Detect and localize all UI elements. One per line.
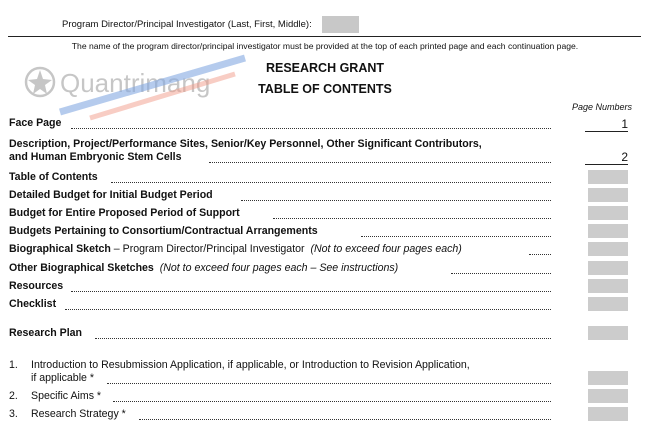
toc-entry-resources (9, 280, 551, 293)
toc-entry-table-of-contents (9, 171, 551, 184)
page-number-field-budget-entire[interactable] (588, 206, 628, 220)
dot-leader (139, 419, 551, 420)
dot-leader (361, 236, 551, 237)
page-number-field-toc[interactable] (588, 170, 628, 184)
page-numbers-heading: Page Numbers (572, 102, 633, 112)
toc-entry-budget-entire-period (9, 207, 551, 220)
dot-leader (451, 273, 551, 274)
entry-note: (Not to exceed four pages each) (310, 243, 462, 255)
watermark-text: Quantrimang (60, 68, 211, 98)
toc-entry-specific-aims (9, 390, 551, 403)
dot-leader (71, 291, 551, 292)
entry-label: Other Biographical Sketches (9, 262, 154, 274)
page-number-field-bio-sketch[interactable] (588, 242, 628, 256)
pi-notice: The name of the program director/principal investigator must be provided at the top of each printed page and each continuation page. (71, 41, 579, 51)
toc-entry-research-plan (9, 327, 551, 340)
entry-label: Research Strategy * (31, 408, 126, 420)
page-number-field-specific-aims[interactable] (588, 389, 628, 403)
dot-leader (241, 200, 551, 201)
page-number-face-page[interactable]: 1 (585, 117, 628, 132)
dot-leader (111, 182, 551, 183)
entry-label: Budget for Entire Proposed Period of Support (9, 207, 240, 219)
page-number-field-resources[interactable] (588, 279, 628, 293)
page-number-field-detailed-budget[interactable] (588, 188, 628, 202)
item-number: 2. (9, 390, 18, 402)
entry-label-line1: Introduction to Resubmission Application, if applicable, or Introduction to Revision Application, (31, 359, 470, 371)
toc-entry-research-strategy (9, 408, 551, 421)
entry-label: Biographical Sketch (9, 243, 111, 255)
dot-leader (529, 254, 551, 255)
entry-label: Face Page (9, 117, 62, 129)
item-number: 1. (9, 359, 18, 371)
page-number-field-research-strategy[interactable] (588, 407, 628, 421)
toc-entry-budgets-consortium (9, 225, 551, 238)
entry-label-line1: Description, Project/Performance Sites, Senior/Key Personnel, Other Significant Contributors, (9, 138, 482, 150)
entry-label-line2: and Human Embryonic Stem Cells (9, 151, 182, 163)
page-number-field-checklist[interactable] (588, 297, 628, 311)
entry-label-line2: if applicable * (31, 372, 95, 384)
entry-label-pi: – Program Director/Principal Investigator (110, 243, 305, 255)
entry-label: Research Plan (9, 327, 83, 339)
header-divider (8, 36, 641, 37)
dot-leader (95, 338, 551, 339)
toc-entry-other-bio-sketches (9, 262, 551, 275)
entry-label: Detailed Budget for Initial Budget Period (9, 189, 213, 201)
entry-label: Table of Contents (9, 171, 98, 183)
dot-leader (71, 128, 551, 129)
page-number-field-research-plan[interactable] (588, 326, 628, 340)
entry-label: Specific Aims * (31, 390, 102, 402)
entry-label: Resources (9, 280, 64, 292)
pi-name-label: Program Director/Principal Investigator (Last, First, Middle): (62, 19, 312, 30)
dot-leader (107, 383, 551, 384)
pi-name-field[interactable] (322, 16, 359, 33)
toc-entry-description (9, 138, 551, 164)
document-subtitle: TABLE OF CONTENTS (258, 82, 392, 96)
dot-leader (209, 162, 551, 163)
entry-label: Budgets Pertaining to Consortium/Contractual Arrangements (9, 225, 318, 237)
toc-entry-checklist (9, 298, 551, 311)
toc-entry-biographical-sketch (9, 243, 551, 256)
toc-entry-introduction (9, 359, 551, 385)
page-number-description[interactable]: 2 (585, 150, 628, 165)
toc-entry-face-page (9, 117, 551, 130)
item-number: 3. (9, 408, 18, 420)
dot-leader (273, 218, 551, 219)
document-title: RESEARCH GRANT (265, 61, 385, 75)
page-number-field-budgets-consortium[interactable] (588, 224, 628, 238)
toc-entry-detailed-budget (9, 189, 551, 202)
entry-note: (Not to exceed four pages each – See instructions) (159, 262, 399, 274)
page-number-field-introduction[interactable] (588, 371, 628, 385)
entry-label: Checklist (9, 298, 57, 310)
page-number-field-other-bio[interactable] (588, 261, 628, 275)
dot-leader (65, 309, 551, 310)
dot-leader (113, 401, 551, 402)
